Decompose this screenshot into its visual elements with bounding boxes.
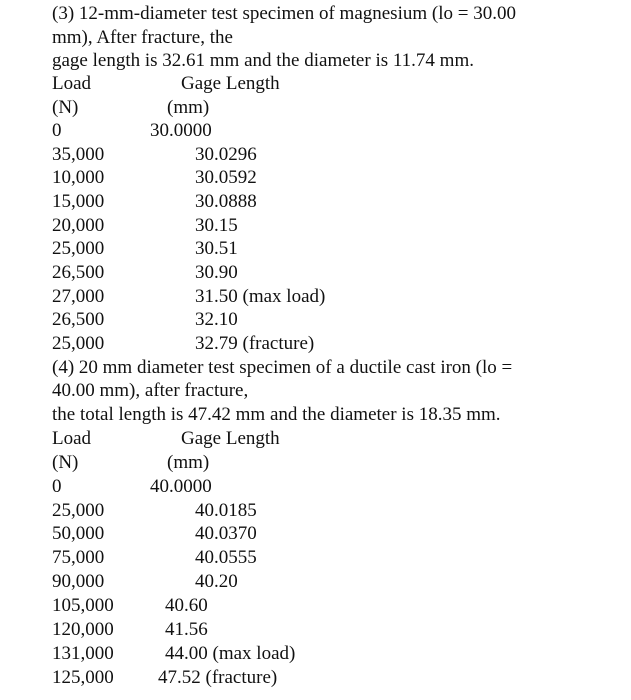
problem-3-intro-line: gage length is 32.61 mm and the diameter is 11.74 mm. xyxy=(52,50,474,71)
problem-3-intro-line: mm), After fracture, the xyxy=(52,27,233,48)
gage-unit-label: (mm) xyxy=(167,97,210,118)
gage-length-value: 44.00 (max load) xyxy=(165,643,296,664)
gage-length-value: 40.60 xyxy=(165,595,208,616)
gage-length-column-header: Gage Length xyxy=(181,73,280,94)
load-value: 90,000 xyxy=(52,571,105,592)
table-row xyxy=(0,666,631,689)
load-value: 35,000 xyxy=(52,144,105,165)
gage-length-value: 30.0296 xyxy=(195,144,257,165)
problem-3-intro-line: (3) 12-mm-diameter test specimen of magnesium (lo = 30.00 xyxy=(52,3,516,24)
gage-length-value: 30.90 xyxy=(195,262,238,283)
load-value: 27,000 xyxy=(52,286,105,307)
gage-length-value: 40.0370 xyxy=(195,523,257,544)
table-row xyxy=(0,546,631,569)
table-row xyxy=(0,594,631,617)
gage-length-value: 31.50 (max load) xyxy=(195,286,326,307)
table-row xyxy=(0,332,631,355)
gage-length-value: 40.0000 xyxy=(150,476,212,497)
load-value: 0 xyxy=(52,120,62,141)
load-value: 105,000 xyxy=(52,595,114,616)
load-value: 25,000 xyxy=(52,333,105,354)
gage-length-value: 40.0185 xyxy=(195,500,257,521)
table-row xyxy=(0,119,631,142)
gage-length-value: 40.20 xyxy=(195,571,238,592)
gage-length-column-header: Gage Length xyxy=(181,428,280,449)
load-value: 0 xyxy=(52,476,62,497)
load-value: 120,000 xyxy=(52,619,114,640)
load-value: 25,000 xyxy=(52,238,105,259)
gage-length-value: 40.0555 xyxy=(195,547,257,568)
gage-length-value: 30.0000 xyxy=(150,120,212,141)
gage-length-value: 32.10 xyxy=(195,309,238,330)
gage-length-value: 47.52 (fracture) xyxy=(158,667,278,688)
load-value: 131,000 xyxy=(52,643,114,664)
load-value: 15,000 xyxy=(52,191,105,212)
load-column-header: Load xyxy=(52,73,92,94)
table-row xyxy=(0,166,631,189)
problem-4-intro-line: the total length is 47.42 mm and the diameter is 18.35 mm. xyxy=(52,404,501,425)
load-value: 26,500 xyxy=(52,262,105,283)
gage-unit-label: (mm) xyxy=(167,452,210,473)
load-value: 25,000 xyxy=(52,500,105,521)
table-row xyxy=(0,143,631,166)
gage-length-value: 41.56 xyxy=(165,619,208,640)
load-unit-label: (N) xyxy=(52,97,79,118)
table-row xyxy=(0,475,631,498)
problem-4-intro-line: 40.00 mm), after fracture, xyxy=(52,380,249,401)
load-value: 10,000 xyxy=(52,167,105,188)
problem-4-intro-line: (4) 20 mm diameter test specimen of a ductile cast iron (lo = xyxy=(52,357,513,378)
gage-length-value: 30.15 xyxy=(195,215,238,236)
table-row xyxy=(0,214,631,237)
load-value: 75,000 xyxy=(52,547,105,568)
load-value: 125,000 xyxy=(52,667,114,688)
table-row xyxy=(0,618,631,641)
table-row xyxy=(0,570,631,593)
table-row xyxy=(0,190,631,213)
table-row xyxy=(0,499,631,522)
load-column-header: Load xyxy=(52,428,92,449)
load-value: 50,000 xyxy=(52,523,105,544)
table-row xyxy=(0,237,631,260)
table-row xyxy=(0,308,631,331)
table-row xyxy=(0,522,631,545)
table-row xyxy=(0,642,631,665)
table-row xyxy=(0,285,631,308)
gage-length-value: 30.0592 xyxy=(195,167,257,188)
gage-length-value: 32.79 (fracture) xyxy=(195,333,315,354)
load-unit-label: (N) xyxy=(52,452,79,473)
gage-length-value: 30.0888 xyxy=(195,191,257,212)
table-row xyxy=(0,261,631,284)
gage-length-value: 30.51 xyxy=(195,238,238,259)
load-value: 26,500 xyxy=(52,309,105,330)
load-value: 20,000 xyxy=(52,215,105,236)
